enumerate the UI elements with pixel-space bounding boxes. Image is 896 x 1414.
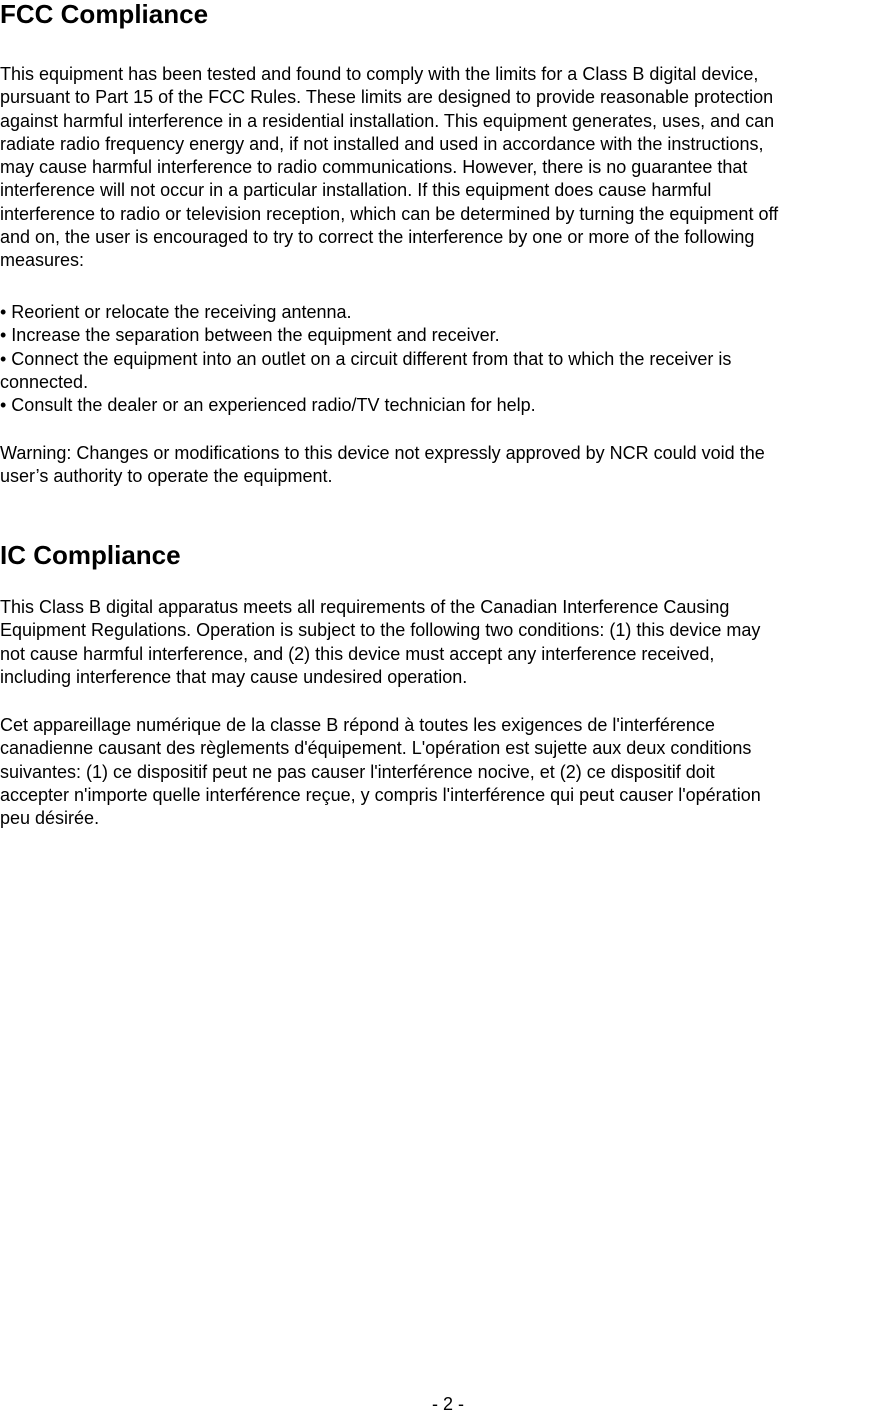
- fcc-warning-paragraph: Warning: Changes or modifications to this device not expressly approved by NCR could void the user’s authority to operate the equipment.: [0, 443, 765, 487]
- page-number: - 2 -: [431, 1394, 464, 1414]
- fcc-intro-paragraph: This equipment has been tested and found to comply with the limits for a Class B digital device, pursuant to Part 15 of the FCC Rules. These limits are designed to provide reasonable protection against harmful interference in a residential installation. This equipment generates, uses, and can radiate radio frequency energy and, if not installed and used in accordance with the instructions, may cause harmful interference to radio communications. However, there is no guarantee that interference will not occur in a particular installation. If this equipment does cause harmful interference to radio or television reception, which can be determined by turning the equipment off and on, the user is encouraged to try to correct the interference by one or more of the following measures:: [0, 64, 779, 271]
- fcc-compliance-heading: FCC Compliance: [0, 0, 209, 29]
- ic-compliance-heading: IC Compliance: [0, 540, 181, 570]
- ic-french-paragraph: Cet appareillage numérique de la classe B répond à toutes les exigences de l'interférence canadienne causant des règlements d'équipement. L'opération est sujette aux deux conditions suivantes: (1) ce dispositif peut ne pas causer l'interférence nocive, et (2) ce dispositif doit accepter n'importe quelle interférence reçue, y compris l'interférence qui peut causer l'opération peu désirée.: [0, 715, 761, 829]
- fcc-measures-list: • Reorient or relocate the receiving antenna. • Increase the separation between the equipment and receiver. • Connect the equipment into an outlet on a circuit different from that to which the receiver is connected. • Consult the dealer or an experienced radio/TV technician for help.: [0, 302, 732, 416]
- ic-english-paragraph: This Class B digital apparatus meets all requirements of the Canadian Interference Causing Equipment Regulations. Operation is subject to the following two conditions: (1) this device may not cause harmful interference, and (2) this device must accept any interference received, including interference that may cause undesired operation.: [0, 597, 761, 687]
